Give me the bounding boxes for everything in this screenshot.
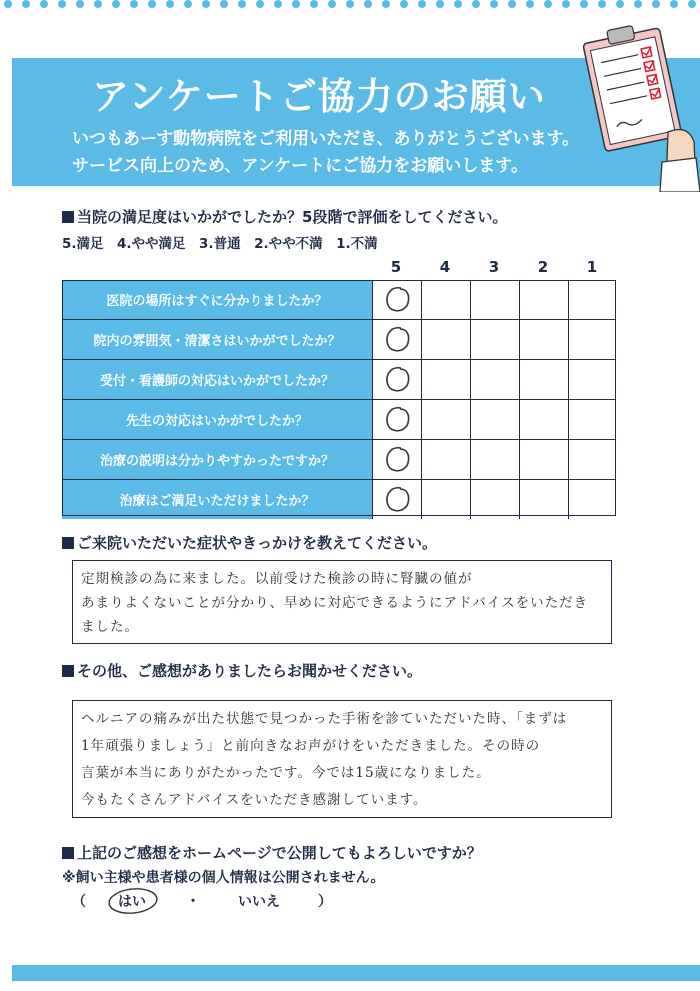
handwritten-line: 今もたくさんアドバイスをいただき感謝しています。: [81, 792, 428, 808]
rating-cell-3[interactable]: [470, 280, 518, 319]
question-label: 治療の説明は分かりやすかったですか？: [62, 440, 372, 479]
ruler-dot: [382, 0, 390, 8]
ruler-dot: [670, 0, 678, 8]
ruler-dot: [94, 0, 102, 8]
circle-mark-icon: [379, 323, 415, 356]
option-yes[interactable]: はい: [118, 894, 146, 910]
ruler-dot: [364, 0, 372, 8]
ruler-dot: [544, 0, 552, 8]
rating-cell-1[interactable]: [568, 400, 616, 439]
handwritten-line: ました。: [81, 619, 139, 635]
rating-cell-1[interactable]: [568, 440, 616, 479]
column-header: 2: [537, 258, 549, 276]
symptoms-answer-box[interactable]: [72, 560, 612, 644]
column-header: 5: [390, 258, 402, 276]
ruler-dot: [562, 0, 570, 8]
privacy-note: ※飼い主様や患者様の個人情報は公開されません。: [62, 870, 385, 886]
ruler-dot: [346, 0, 354, 8]
rating-cell-3[interactable]: [470, 360, 518, 399]
ruler-dot: [220, 0, 228, 8]
handwritten-line: 1年頑張りましょう」と前向きなお声がけをいただきました。その時の: [81, 738, 541, 754]
ruler-dot: [580, 0, 588, 8]
rating-cell-2[interactable]: [519, 280, 567, 319]
rating-cell-2[interactable]: [519, 360, 567, 399]
rating-cell-1[interactable]: [568, 360, 616, 399]
top-ruler: [0, 0, 700, 10]
question-label: 医院の場所はすぐに分かりましたか？: [62, 280, 372, 319]
ruler-dot: [526, 0, 534, 8]
comments-answer-box[interactable]: [72, 700, 612, 818]
request-line: サービス向上のため、アンケートにご協力をお願いします。: [72, 156, 528, 176]
rating-cell-5[interactable]: [372, 320, 420, 359]
rating-cell-2[interactable]: [519, 320, 567, 359]
rating-cell-4[interactable]: [421, 280, 469, 319]
ruler-dot: [436, 0, 444, 8]
ruler-dot: [400, 0, 408, 8]
rating-column-headers: [372, 258, 616, 278]
clipboard-illustration: [572, 12, 700, 192]
ruler-dot: [688, 0, 696, 8]
question-label: 受付・看護師の対応はいかがでしたか？: [62, 360, 372, 399]
handwritten-line: ヘルニアの痛みが出た状態で見つかった手術を診ていただいた時、「まずは: [81, 711, 568, 727]
column-header: 1: [586, 258, 598, 276]
rating-cell-3[interactable]: [470, 320, 518, 359]
circle-mark-icon: [379, 483, 415, 516]
column-header: 3: [488, 258, 500, 276]
greeting-line: いつもあーす動物病院をご利用いただき、ありがとうございます。: [72, 129, 580, 149]
ruler-dot: [310, 0, 318, 8]
satisfaction-heading: 当院の満足度はいかがでしたか？5段階で評価をしてください。: [62, 206, 507, 227]
ruler-dot: [40, 0, 48, 8]
rating-cell-3[interactable]: [470, 400, 518, 439]
rating-row: [62, 280, 616, 320]
handwritten-line: あまりよくないことが分かり、早めに対応できるようにアドバイスをいただき: [81, 595, 589, 611]
question-label: 院内の雰囲気・清潔さはいかがでしたか？: [62, 320, 372, 359]
rating-cell-4[interactable]: [421, 360, 469, 399]
rating-row: [62, 360, 616, 400]
rating-cell-4[interactable]: [421, 480, 469, 519]
ruler-dot: [112, 0, 120, 8]
rating-table: [62, 280, 616, 519]
ruler-dot: [256, 0, 264, 8]
open-paren: （: [72, 894, 86, 910]
rating-cell-5[interactable]: [372, 400, 420, 439]
publish-heading: 上記のご感想をホームページで公開してもよろしいですか？: [62, 842, 482, 863]
rating-scale-legend: 5.満足 4.やや満足 3.普通 2.やや不満 1.不満: [62, 236, 378, 252]
handwritten-line: 言葉が本当にありがたかったです。今では15歳になりました。: [81, 765, 491, 781]
rating-cell-3[interactable]: [470, 480, 518, 519]
ruler-dot: [166, 0, 174, 8]
circle-mark-icon: [379, 443, 415, 476]
section-bullet-icon: [62, 847, 74, 859]
circle-mark-icon: [379, 363, 415, 396]
ruler-dot: [292, 0, 300, 8]
ruler-dot: [616, 0, 624, 8]
symptoms-heading: ご来院いただいた症状やきっかけを教えてください。: [62, 532, 437, 553]
question-label: 先生の対応はいかがでしたか？: [62, 400, 372, 439]
question-label: 治療はご満足いただけましたか？: [62, 480, 372, 519]
ruler-dot: [598, 0, 606, 8]
section-bullet-icon: [62, 211, 74, 223]
rating-cell-4[interactable]: [421, 440, 469, 479]
ruler-dot: [148, 0, 156, 8]
ruler-dot: [328, 0, 336, 8]
page-title: アンケートご協力のお願い: [92, 75, 546, 118]
option-no[interactable]: いいえ: [238, 894, 280, 910]
bottom-bar: [12, 965, 700, 981]
section-bullet-icon: [62, 537, 74, 549]
ruler-dot: [76, 0, 84, 8]
rating-cell-4[interactable]: [421, 320, 469, 359]
rating-cell-1[interactable]: [568, 320, 616, 359]
rating-cell-1[interactable]: [568, 280, 616, 319]
ruler-dot: [472, 0, 480, 8]
ruler-dot: [4, 0, 12, 8]
ruler-dot: [22, 0, 30, 8]
rating-cell-5[interactable]: [372, 360, 420, 399]
rating-row: [62, 440, 616, 480]
ruler-dot: [130, 0, 138, 8]
comments-heading: その他、ご感想がありましたらお聞かせください。: [62, 660, 422, 681]
ruler-dot: [202, 0, 210, 8]
rating-cell-3[interactable]: [470, 440, 518, 479]
rating-cell-2[interactable]: [519, 440, 567, 479]
ruler-dot: [238, 0, 246, 8]
rating-cell-4[interactable]: [421, 400, 469, 439]
rating-cell-2[interactable]: [519, 400, 567, 439]
circle-mark-icon: [379, 403, 415, 436]
rating-cell-2[interactable]: [519, 480, 567, 519]
rating-cell-5[interactable]: [372, 480, 420, 519]
ruler-dot: [184, 0, 192, 8]
column-header: 4: [439, 258, 451, 276]
close-paren: ）: [318, 894, 332, 910]
ruler-dot: [418, 0, 426, 8]
ruler-dot: [652, 0, 660, 8]
circle-mark-icon: [379, 283, 415, 316]
rating-row: [62, 320, 616, 360]
rating-row: [62, 400, 616, 440]
handwritten-line: 定期検診の為に来ました。以前受けた検診の時に腎臓の値が: [81, 571, 473, 587]
section-bullet-icon: [62, 665, 74, 677]
ruler-dot: [274, 0, 282, 8]
rating-cell-1[interactable]: [568, 480, 616, 519]
selected-yes-circle-mark: [105, 885, 161, 915]
rating-cell-5[interactable]: [372, 440, 420, 479]
ruler-dot: [58, 0, 66, 8]
ruler-dot: [508, 0, 516, 8]
ruler-dot: [454, 0, 462, 8]
rating-cell-5[interactable]: [372, 280, 420, 319]
rating-row: [62, 480, 616, 519]
ruler-dot: [634, 0, 642, 8]
ruler-dot: [490, 0, 498, 8]
option-separator: ・: [186, 894, 200, 910]
